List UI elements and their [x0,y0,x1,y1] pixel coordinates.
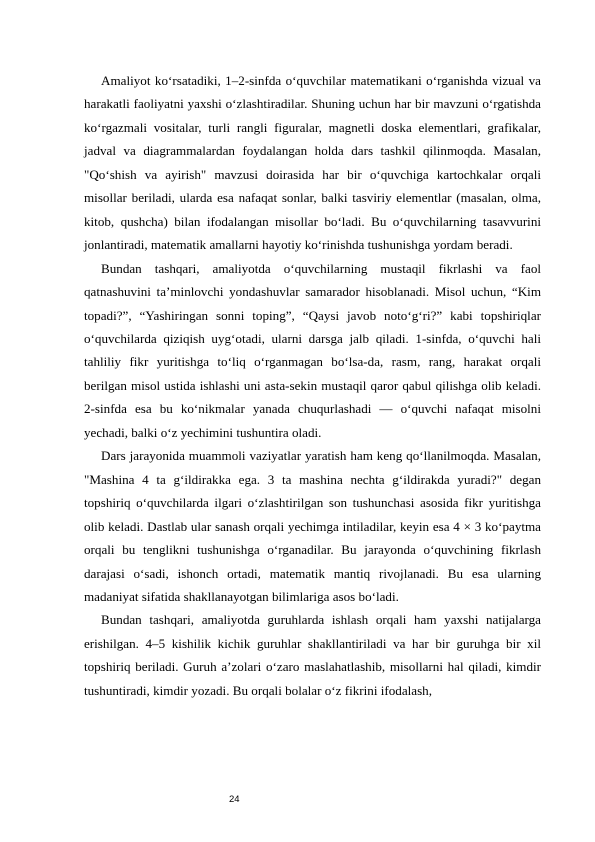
paragraph-group-work: Bundan tashqari, amaliyotda guruhlarda ishlash orqali ham yaxshi natijalarga erishilgan. 4–5 kishilik kichik guruhlar shakllantiriladi va har bir guruhga bir xil topshiriq beriladi. Guruh a’zolari o‘zaro maslahatlashib, misollarni hal qiladi, kimdir tushuntiradi, kimdir yozadi. Bu orqali bolalar o‘z fikrini ifodalash, [84,612,541,698]
paragraph-problem-situations: Dars jarayonida muammoli vaziyatlar yaratish ham keng qo‘llanilmoqda. Masalan, "Mashina 4 ta g‘ildirakka ega. 3 ta mashina nechta g‘ildirakda yuradi?" degan topshiriq o‘quvchilarda ilgari o‘zlashtirilgan son tushunchasi asosida fikr yuritishga olib keladi. Dastlab ular sanash orqali yechimga intiladilar, keyin esa 4 × 3 ko‘paytma orqali bu tenglikni tushunishga o‘rganadilar. Bu jarayonda o‘quvchining fikrlash darajasi o‘sadi, ishonch ortadi, matematik mantiq rivojlanadi. Bu esa ularning madaniyat sifatida shakllanayotgan bilimlariga asos bo‘ladi. [84,448,541,604]
paragraph-visual-learning: Amaliyot ko‘rsatadiki, 1–2-sinfda o‘quvchilar matematikani o‘rganishda vizual va harakatli faoliyatni yaxshi o‘zlashtiradilar. Shuning uchun har bir mavzuni o‘rgatishda ko‘rgazmali vositalar, turli rangli figuralar, magnetli doska elementlari, grafikalar, jadval va diagrammalardan foydalangan holda dars tashkil qilinmoqda. Masalan, "Qo‘shish va ayirish" mavzusi doirasida har bir o‘quvchiga kartochkalar orqali misollar beriladi, ularda esa nafaqat sonlar, balki tasviriy elementlar (masalan, olma, kitob, qushcha) bilan ifodalangan misollar bo‘ladi. Bu o‘quvchilarning tasavvurini jonlantiradi, matematik amallarni hayotiy ko‘rinishda tushunishga yordam beradi. [84,73,541,253]
body-text [84,69,541,702]
paragraph-independent-thinking: Bundan tashqari, amaliyotda o‘quvchilarning mustaqil fikrlashi va faol qatnashuvini ta’minlovchi yondashuvlar samarador hisoblanadi. Misol uchun, “Kim topadi?”, “Yashiringan sonni toping”, “Qaysi javob noto‘g‘ri?” kabi topshiriqlar o‘quvchilarda qiziqish uyg‘otadi, ularni darsga jalb qiladi. 1-sinfda, o‘quvchi hali tahliliy fikr yuritishga to‘liq o‘rganmagan bo‘lsa-da, rasm, rang, harakat orqali berilgan misol ustida ishlashi uni asta-sekin mustaqil qaror qabul qilishga olib keladi. 2-sinfda esa bu ko‘nikmalar yanada chuqurlashadi — o‘quvchi nafaqat misolni yechadi, balki o‘z yechimini tushuntira oladi. [84,260,541,440]
page-number: 24 [229,794,240,805]
